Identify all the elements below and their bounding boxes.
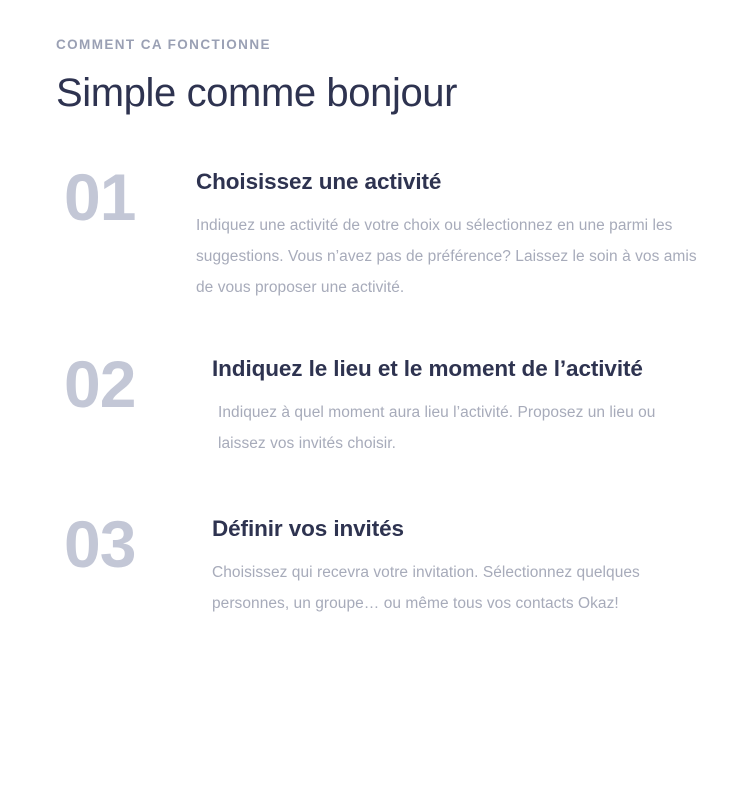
- step-description: Indiquez une activité de votre choix ou sélectionnez en une parmi les suggestions. Vous n’avez pas de préférence? Laissez le soin à vos amis de vous proposer une activité.: [196, 216, 697, 296]
- steps-list: [0, 159, 737, 619]
- list-item: [56, 506, 707, 619]
- section-header: [0, 0, 737, 118]
- step-description: Indiquez à quel moment aura lieu l’activité. Proposez un lieu ou laissez vos invités choisir.: [218, 403, 656, 452]
- step-description: Choisissez qui recevra votre invitation. Sélectionnez quelques personnes, un groupe… ou même tous vos contacts Okaz!: [212, 563, 640, 612]
- step-number: 02: [64, 346, 136, 421]
- step-title: Définir vos invités: [212, 515, 404, 541]
- step-number: 03: [64, 506, 136, 581]
- list-item: [56, 346, 707, 459]
- step-number: 01: [64, 159, 136, 234]
- step-content: [196, 162, 707, 303]
- step-title: Choisissez une activité: [196, 168, 442, 194]
- page-title: Simple comme bonjour: [56, 70, 458, 115]
- step-content: [196, 509, 707, 619]
- step-title: Indiquez le lieu et le moment de l’activité: [212, 355, 643, 381]
- step-content: [196, 349, 707, 459]
- list-item: [56, 159, 707, 303]
- section-eyebrow: COMMENT CA FONCTIONNE: [56, 37, 271, 52]
